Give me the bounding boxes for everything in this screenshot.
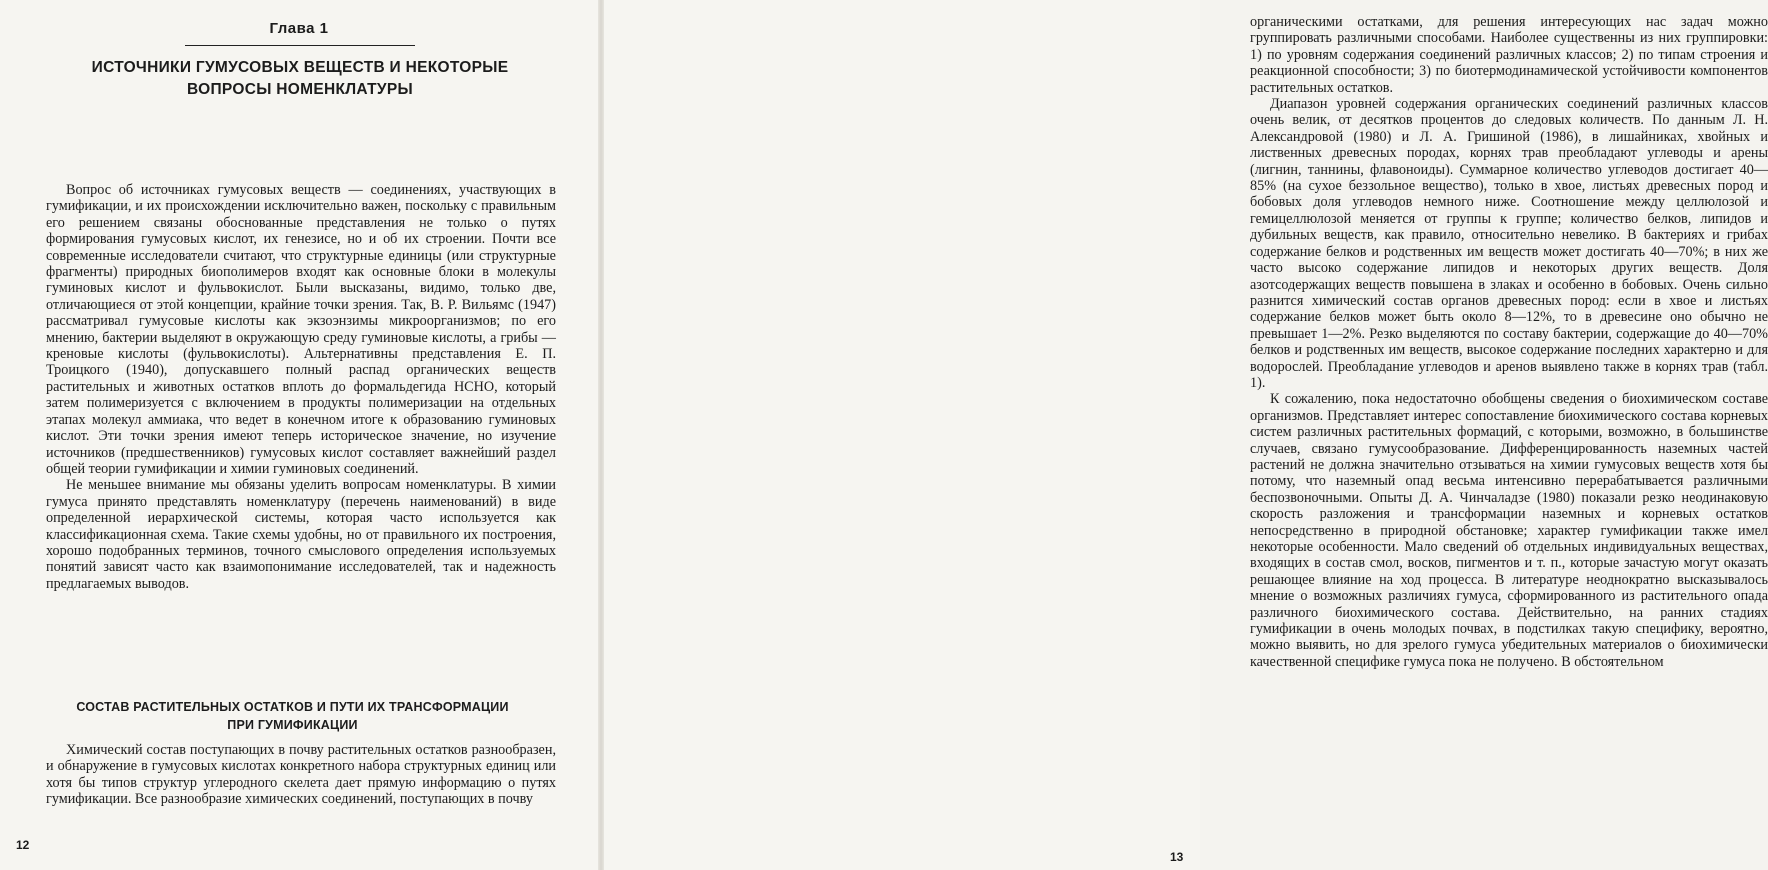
left-page: [0, 0, 598, 870]
chapter-label: Глава 1: [269, 20, 329, 37]
chapter-title: [30, 57, 570, 101]
paragraph: Химический состав поступающих в почву растительных остатков разнообразен, и обнаружение в гумусовых кислотах конкретного набора структурных единиц или хотя бы типов структур углеродного скелета дает прямую информацию о путях гумификации. Все разнообразие химических соединений, поступающих в почву: [46, 742, 556, 808]
page-number: 13: [1170, 850, 1184, 864]
paragraph: К сожалению, пока недостаточно обобщены сведения о биохимическом составе организмов. Представляет интерес сопоставление биохимического состава корневых систем различных растительных формаций, с которыми, возможно, в большинстве случаев, связано гумусообразование. Дифференцированность наземных частей растений не должна значительно отзываться на химии гумусовых веществ хотя бы потому, что наземный опад весьма интенсивно перерабатывается различными беспозвоночными. Опыты Д. А. Чинчаладзе (1980) показали резко неодинаковую скорость разложения и трансформации наземных и корневых остатков непосредственно в природной обстановке; характер гумификации также имел некоторые особенности. Мало сведений об отдельных индивидуальных веществах, входящих в состав смол, восков, пигментов и т. п., которые зачастую могут оказать решающее влияние на ход процесса. В литературе неоднократно высказывалось мнение о возможных различиях гумуса, сформированного из растительного опада различного биохимического состава. Действительно, на ранних стадиях гумификации в очень молодых почвах, в подстилках такую специфику, вероятно, можно выявить, но для зрелого гумуса убедительных материалов о биохимически качественной специфике гумуса пока не получено. В обстоятельном: [1250, 391, 1768, 670]
chapter-title-line: ИСТОЧНИКИ ГУМУСОВЫХ ВЕЩЕСТВ И НЕКОТОРЫЕ: [91, 59, 509, 76]
paragraph: Диапазон уровней содержания органических соединений различных классов очень велик, от десятков процентов до следовых количеств. По данным Л. Н. Александровой (1980) и Л. А. Гришиной (1986), в лишайниках, хвойных и лиственных древесных породах, корнях трав преобладают углеводы и арены (лигнин, таннины, флавоноиды). Суммарное количество углеводов достигает 40—85% (на сухое беззольное вещество), только в хвое, листьях древесных пород и бобовых доля углеводов немного ниже. Соотношение между целлюлозой и гемицеллюлозой меняется от группы к группе; количество белков, липидов и дубильных веществ, как правило, относительно невелико. В бактериях и грибах содержание белков и родственных им веществ может достигать 40—70%; в них же часто высоко содержание липидов и некоторых других веществ. Доля азотсодержащих веществ повышена в злаках и особенно в бобовых. Очень сильно разнится химический состав органов древесных пород: если в хвое и листьях содержание белков может быть около 8—12%, то в древесине оно обычно не превышает 1—2%. Резко выделяются по составу бактерии, содержащие до 40—70% белков и родственных им веществ, высокое содержание последних характерно и для водорослей. Преобладание углеводов и аренов выявлено также в корнях трав (табл. 1).: [1250, 96, 1768, 391]
page-number: 12: [16, 838, 30, 852]
right-body-text: [1250, 14, 1768, 670]
right-page: [604, 0, 1768, 870]
section-title-line: ПРИ ГУМИФИКАЦИИ: [227, 718, 358, 732]
chapter-rule: [185, 45, 415, 46]
section-title-line: СОСТАВ РАСТИТЕЛЬНЫХ ОСТАТКОВ И ПУТИ ИХ ТРАНСФОРМАЦИИ: [76, 700, 509, 714]
paragraph-continuation: органическими остатками, для решения интересующих нас задач можно группировать различными способами. Наиболее существенны из них группировки: 1) по уровням содержания соединений различных классов; 2) по типам строения и реакционной способности; 3) по биотермодинамической устойчивости компонентов растительных остатков.: [1250, 14, 1768, 96]
paragraph: Вопрос об источниках гумусовых веществ — соединениях, участвующих в гумификации, и их происхождении исключительно важен, поскольку с правильным его решением связаны обоснованные представления не только о путях формирования гумусовых кислот, их генезисе, но и об их строении. Почти все современные исследователи считают, что структурные единицы (или структурные фрагменты) природных биополимеров входят как основные блоки в молекулы гуминовых кислот и фульвокислот. Были высказаны, видимо, только две, отличающиеся от этой концепции, крайние точки зрения. Так, В. Р. Вильямс (1947) рассматривал гумусовые кислоты как экзоэнзимы микроорганизмов; по его мнению, бактерии выделяют в окружающую среду гуминовые кислоты, а грибы — креновые кислоты (фульвокислоты). Альтернативны представления Е. П. Троицкого (1940), допускавшего полный распад органических веществ растительных и животных остатков вплоть до формальдегида НСНО, который затем полимеризуется с включением в продукты полимеризации на отдельных этапах молекул аммиака, что ведет в конечном итоге к образованию гуминовых кислот. Эти точки зрения имеют теперь историческое значение, но изучение источников (предшественников) гумусовых кислот составляет важнейший раздел общей теории гумификации и химии гуминовых соединений.: [46, 182, 556, 477]
left-body-text: [46, 182, 556, 592]
chapter-title-line: ВОПРОСЫ НОМЕНКЛАТУРЫ: [187, 81, 413, 98]
paragraph: Не меньшее внимание мы обязаны уделить вопросам номенклатуры. В химии гумуса принято представлять номенклатуру (перечень наименований) в виде определенной иерархической системы, которая часто используется как классификационная схема. Такие схемы удобны, но от правильного их построения, хорошо подобранных терминов, точного смыслового определения используемых понятий зависят часто как взаимопонимание исследователей, так и надежность предлагаемых выводов.: [46, 477, 556, 592]
section-body-text: [46, 742, 556, 808]
section-title: [25, 698, 560, 734]
